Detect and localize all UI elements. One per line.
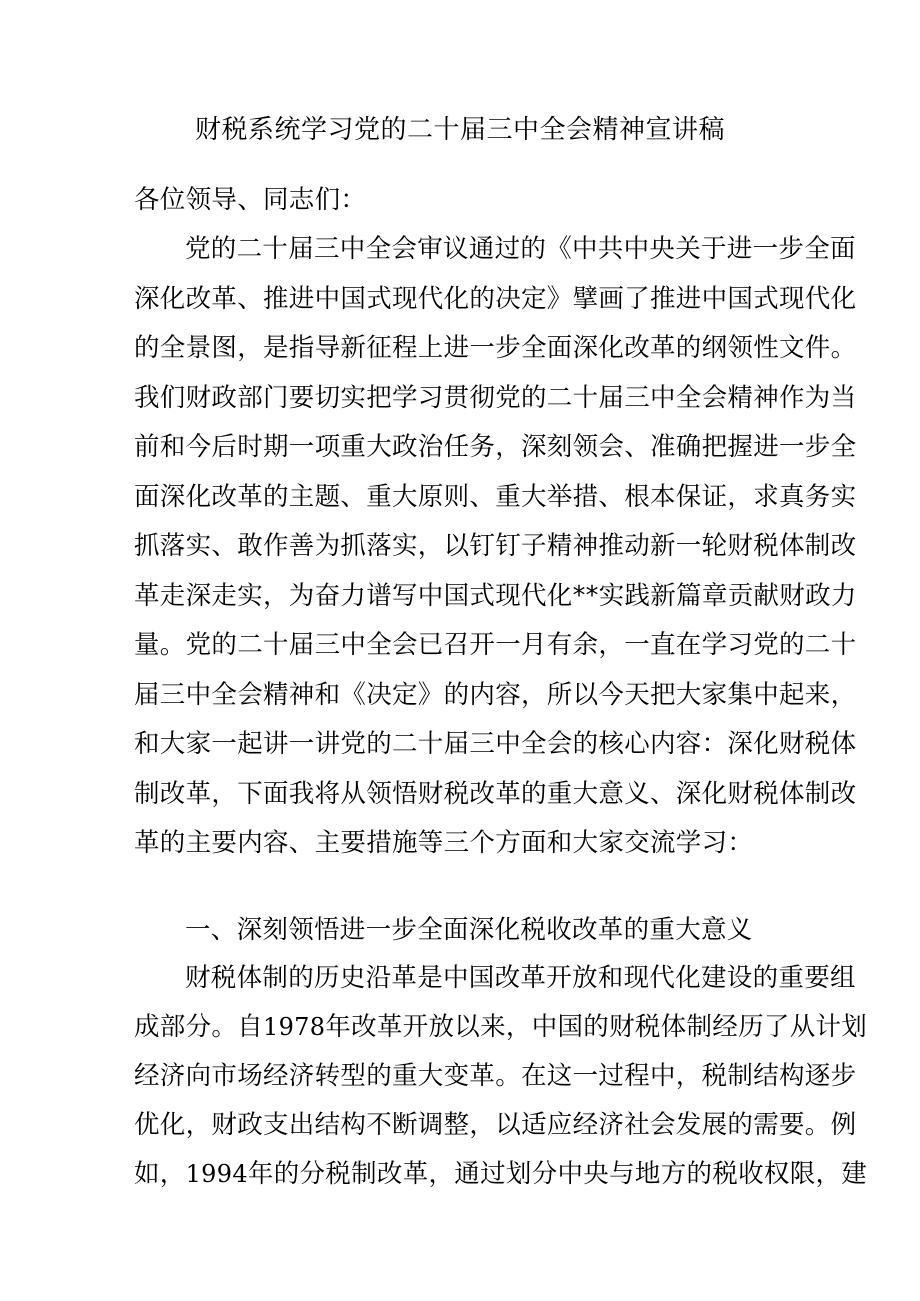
intro-line-7: 抓落实、敢作善为抓落实，以钉钉子精神推动新一轮财税体制改: [134, 531, 857, 561]
text-segment: 年改革开放以来，中国的财税体制经历了从计划: [325, 1012, 868, 1042]
document-title: 财税系统学习党的二十届三中全会精神宣讲稿: [194, 115, 725, 145]
text-segment: 经济向市场经济转型的重大变革。在这一过程中，税制结构逐步: [134, 1061, 857, 1091]
year-number: 1994: [185, 1160, 248, 1188]
intro-line-2: 深化改革、推进中国式现代化的决定》擘画了推进中国式现代化: [134, 284, 857, 314]
section-1-heading: 一、深刻领悟进一步全面深化税收改革的重大意义: [185, 915, 753, 945]
intro-line-4: 我们财政部门要切实把学习贯彻党的二十届三中全会精神作为当: [134, 383, 857, 413]
section-1-line-4: [134, 1107, 856, 1143]
section-1-line-2: [134, 1009, 867, 1045]
intro-line-9: 量。党的二十届三中全会已召开一月有余，一直在学习党的二十: [134, 630, 857, 660]
intro-line-10: 届三中全会精神和《决定》的内容，所以今天把大家集中起来，: [134, 680, 857, 710]
text-segment: 年的分税制改革，通过划分中央与地方的税收权限，建: [247, 1159, 868, 1189]
text-segment: 优化，财政支出结构不断调整，以适应经济社会发展的需要。例: [134, 1110, 857, 1140]
section-1-line-1: [185, 960, 856, 996]
intro-line-12: 制改革，下面我将从领悟财税改革的重大意义、深化财税体制改: [134, 779, 857, 809]
text-segment: 财税体制的历史沿革是中国改革开放和现代化建设的重要组: [185, 963, 856, 993]
salutation: 各位领导、同志们：: [134, 185, 367, 215]
text-segment: 如，: [134, 1159, 186, 1189]
intro-line-8: 革走深走实，为奋力谱写中国式现代化**实践新篇章贡献财政力: [134, 581, 857, 611]
section-1-line-3: [134, 1058, 856, 1094]
intro-line-3: 的全景图，是指导新征程上进一步全面深化改革的纲领性文件。: [134, 333, 857, 363]
section-1-line-5: [134, 1156, 867, 1192]
intro-line-5: 前和今后时期一项重大政治任务，深刻领会、准确把握进一步全: [134, 432, 857, 462]
text-segment: 成部分。自: [134, 1012, 264, 1042]
intro-line-6: 面深化改革的主题、重大原则、重大举措、根本保证，求真务实: [134, 482, 857, 512]
year-number: 1978: [263, 1013, 326, 1041]
intro-line-1: 党的二十届三中全会审议通过的《中共中央关于进一步全面: [185, 234, 856, 264]
intro-line-11: 和大家一起讲一讲党的二十届三中全会的核心内容：深化财税体: [134, 729, 857, 759]
intro-line-13: 革的主要内容、主要措施等三个方面和大家交流学习：: [134, 828, 754, 858]
